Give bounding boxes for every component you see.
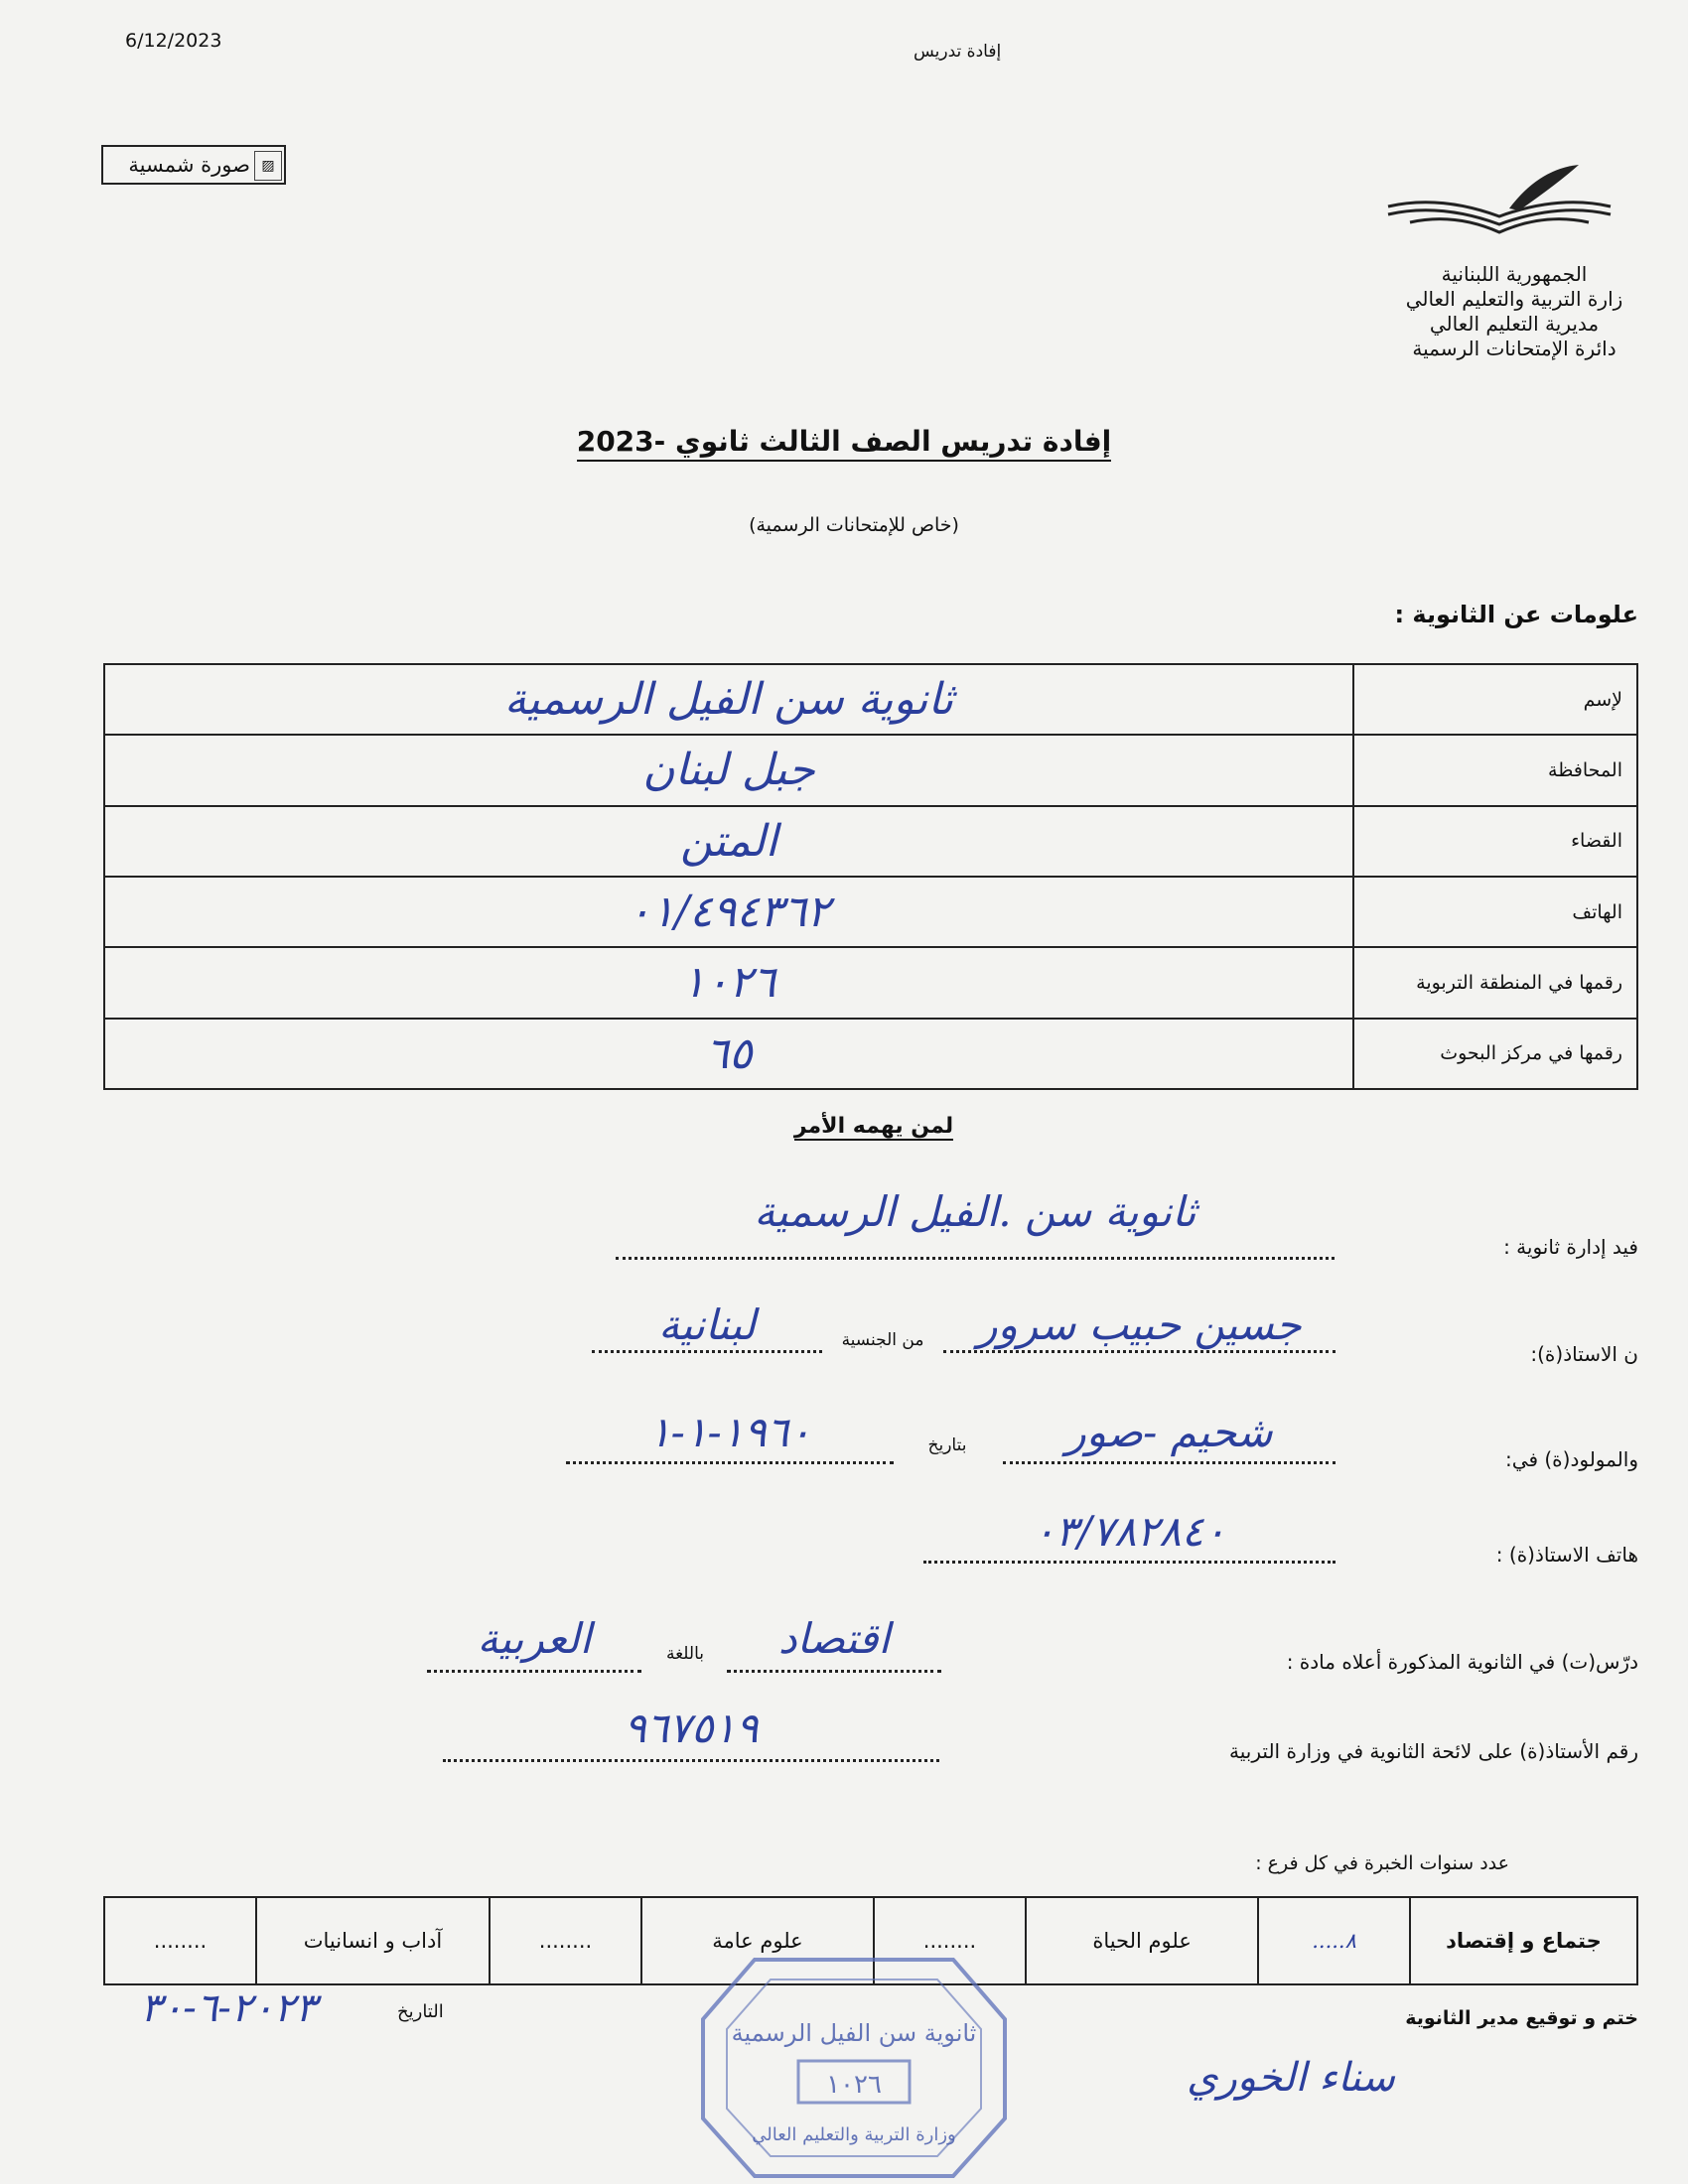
photo-label: صورة شمسية — [128, 153, 250, 177]
birthdate-dotted-line — [566, 1459, 894, 1464]
birthplace-dotted-line — [1003, 1459, 1336, 1464]
phone-value: ٠١/٤٩٤٣٦٢ — [104, 877, 1353, 947]
ministry-header — [1370, 262, 1658, 361]
district-label: القضاء — [1353, 806, 1637, 877]
teacher-phone-value: ٠٣/٧٨٢٨٤٠ — [1033, 1507, 1226, 1556]
photo-box — [101, 145, 286, 185]
teacher-label: ن الاستاذ(ة): — [1530, 1342, 1638, 1366]
school-admin-dotted-line — [616, 1255, 1335, 1260]
ministry-line: دائرة الإمتحانات الرسمية — [1412, 337, 1617, 360]
subject-dotted-line — [727, 1668, 941, 1673]
ministry-line: مديرية التعليم العالي — [1429, 312, 1600, 336]
district-value: المتن — [104, 806, 1353, 877]
stamp-number: ١٠٢٦ — [826, 2070, 882, 2100]
table-row — [104, 806, 1637, 877]
subject-label: درّس(ت) في الثانوية المذكورة أعلاه مادة : — [1286, 1650, 1638, 1674]
school-admin-value: ثانوية سن .الفيل الرسمية — [754, 1187, 1196, 1236]
ministry-logo — [1380, 159, 1618, 248]
school-stamp — [695, 1950, 1013, 2184]
director-signature: سناء الخوري — [1187, 2055, 1395, 2101]
concern-text: لمن يهمه الأمر — [793, 1114, 954, 1139]
economics-years: ٨..... — [1258, 1897, 1410, 1984]
language-dotted-line — [427, 1668, 641, 1673]
subject-value: اقتصاد — [777, 1614, 891, 1663]
ministry-line: زارة التربية والتعليم العالي — [1405, 287, 1623, 311]
date-value: ٢٠٢٣-٦-٣٠ — [140, 1985, 317, 2031]
birthdate-label: بتاريخ — [927, 1435, 967, 1455]
school-name-label: لإسم — [1353, 664, 1637, 735]
table-row — [104, 735, 1637, 805]
school-name-value: ثانوية سن الفيل الرسمية — [104, 664, 1353, 735]
teacher-phone-label: هاتف الاستاذ(ة) : — [1495, 1543, 1638, 1567]
general-science-label: علوم عامة — [641, 1897, 874, 1984]
stamp-school-name: ثانوية سن الفيل الرسمية — [731, 2019, 977, 2047]
section-title: علومات عن الثانوية : — [1394, 601, 1638, 628]
document-subtitle: (خاص للإمتحانات الرسمية) — [749, 514, 959, 536]
governorate-label: المحافظة — [1353, 735, 1637, 805]
economics-label: جتماع و إقتصاد — [1410, 1897, 1637, 1984]
governorate-value: جبل لبنان — [104, 735, 1353, 805]
research-center-number-label: رقمها في مركز البحوث — [1353, 1019, 1637, 1089]
school-info-table — [103, 663, 1638, 1090]
school-admin-label: فيد إدارة ثانوية : — [1503, 1235, 1638, 1259]
humanities-years: ........ — [104, 1897, 256, 1984]
life-science-label: علوم الحياة — [1026, 1897, 1258, 1984]
document-title — [556, 425, 1132, 458]
region-number-label: رقمها في المنطقة التربوية — [1353, 947, 1637, 1018]
born-label: والمولود(ة) في: — [1505, 1447, 1638, 1471]
table-row — [104, 947, 1637, 1018]
table-row — [104, 664, 1637, 735]
language-label: باللغة — [665, 1644, 705, 1664]
date-label: التاريخ — [397, 2001, 444, 2022]
research-center-number-value: ٦٥ — [104, 1019, 1353, 1089]
region-number-value: ١٠٢٦ — [104, 947, 1353, 1018]
teacher-phone-dotted-line — [923, 1559, 1336, 1564]
nationality-value: لبنانية — [658, 1300, 756, 1349]
to-whom-it-may-concern — [774, 1114, 973, 1139]
general-science-years: ........ — [490, 1897, 641, 1984]
table-row — [104, 877, 1637, 947]
phone-label: الهاتف — [1353, 877, 1637, 947]
teacher-number-dotted-line — [443, 1757, 939, 1762]
document-title-text: إفادة تدريس الصف الثالث ثانوي -2023 — [577, 425, 1112, 462]
print-date: 6/12/2023 — [125, 30, 222, 52]
humanities-label: آداب و انسانيات — [256, 1897, 490, 1984]
ministry-line: الجمهورية اللبنانية — [1441, 262, 1588, 286]
life-science-years: ........ — [874, 1897, 1026, 1984]
birthdate-value: ١٩٦٠-١-١ — [648, 1408, 811, 1456]
signature-label: ختم و توقيع مدير الثانوية — [1405, 2007, 1638, 2029]
table-row — [104, 1019, 1637, 1089]
teacher-name-value: جسين حبيب سرور — [977, 1300, 1302, 1349]
experience-label: عدد سنوات الخبرة في كل فرع : — [1255, 1852, 1509, 1874]
image-icon: ▨ — [254, 151, 282, 181]
birthplace-value: شحيم -صور — [1065, 1408, 1273, 1456]
teacher-number-value: ٩٦٧٥١٩ — [624, 1704, 759, 1752]
print-header-title: إفادة تدريس — [914, 42, 1002, 62]
language-value: العربية — [477, 1614, 592, 1663]
teacher-number-label: رقم الأستاذ(ة) على لائحة الثانوية في وزارة التربية — [1229, 1739, 1638, 1763]
nationality-label: من الجنسية — [841, 1330, 924, 1350]
stamp-ministry: وزارة التربية والتعليم العالي — [752, 2124, 956, 2145]
